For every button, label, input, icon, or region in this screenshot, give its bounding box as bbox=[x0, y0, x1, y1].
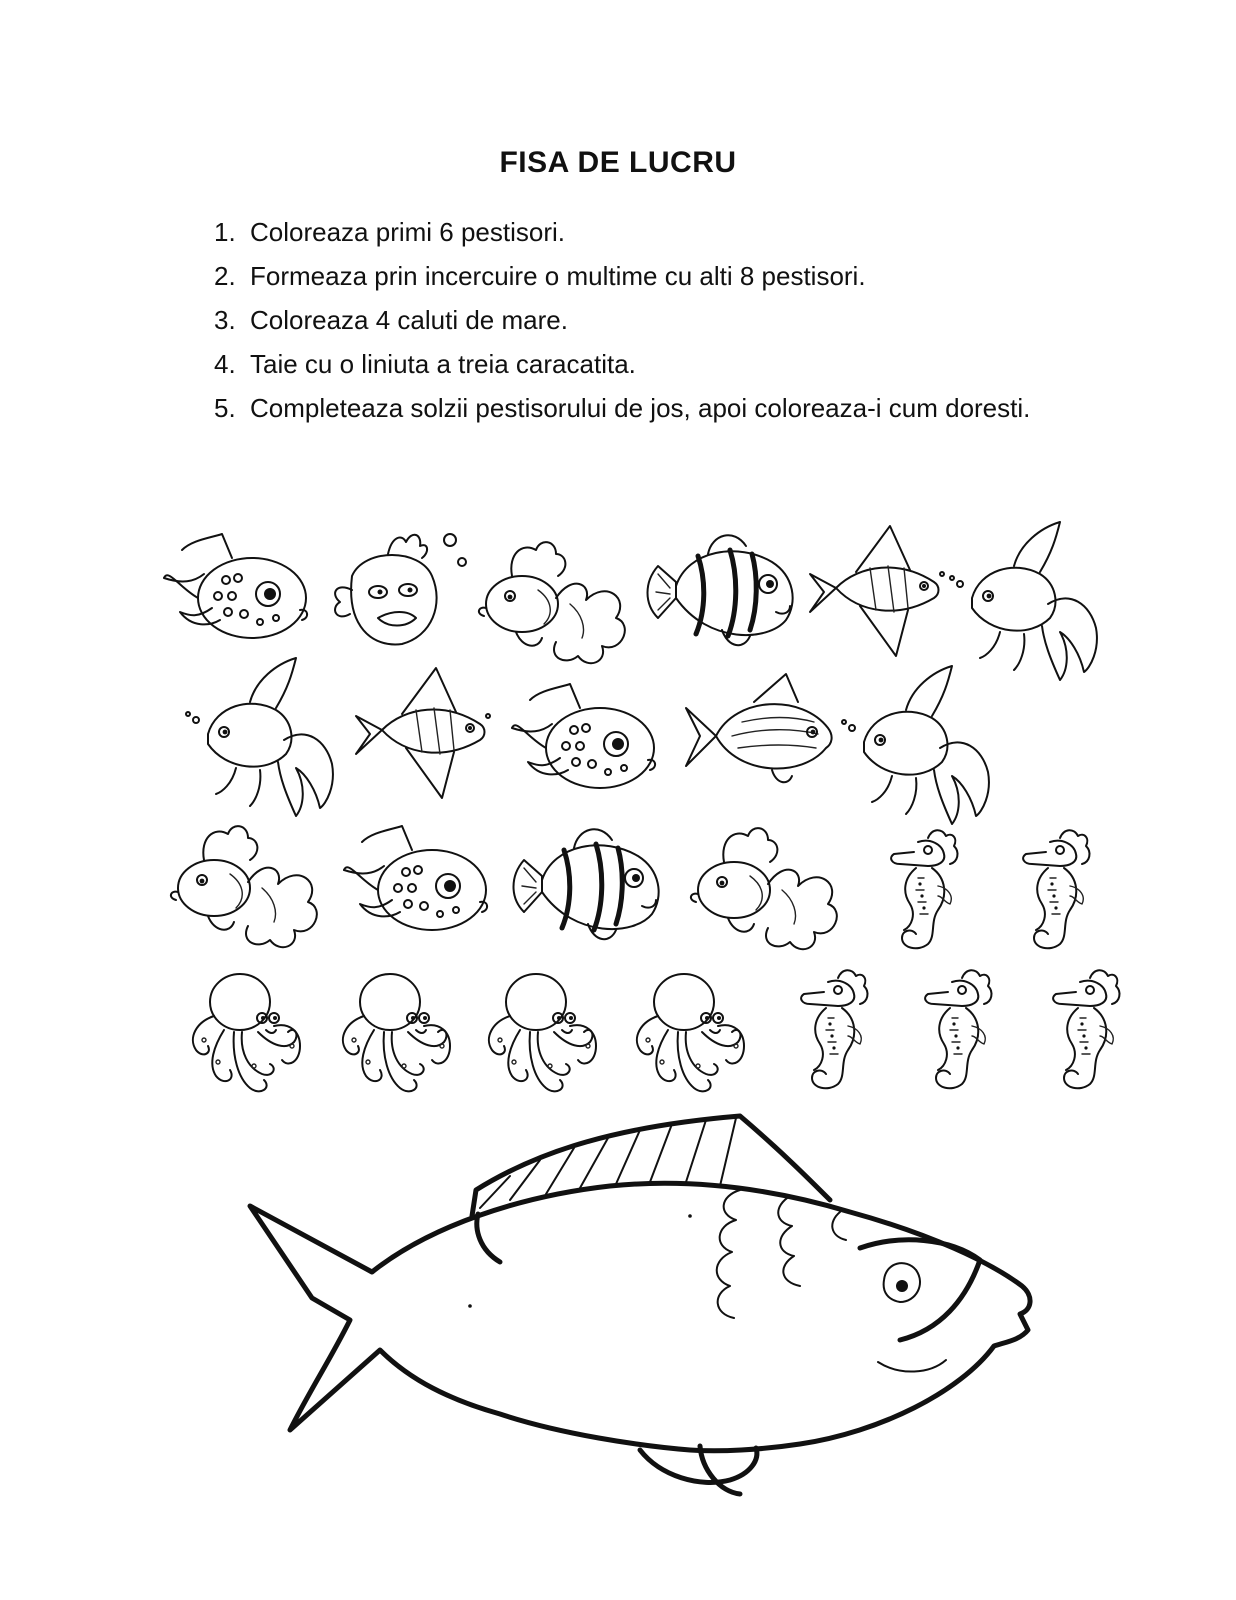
big-fish-outline-icon bbox=[250, 1116, 1030, 1494]
frilly-fish-icon bbox=[691, 828, 837, 949]
octopus-icon bbox=[193, 974, 300, 1091]
instruction-number: 3. bbox=[214, 305, 236, 335]
seahorse-icon bbox=[891, 830, 957, 948]
frilly-fish-icon bbox=[171, 826, 317, 947]
octopus-icon bbox=[489, 974, 596, 1091]
page-title: FISA DE LUCRU bbox=[499, 146, 737, 179]
instruction-number: 5. bbox=[214, 393, 236, 423]
seahorse-icon bbox=[1053, 970, 1119, 1088]
spotted-fish-icon bbox=[344, 826, 487, 930]
goldfish-icon bbox=[186, 658, 333, 816]
spotted-fish-icon bbox=[512, 684, 655, 788]
goldfish-icon bbox=[842, 666, 989, 824]
spotted-fish-icon bbox=[164, 534, 307, 638]
instruction-number: 4. bbox=[214, 349, 236, 379]
instruction-text: Coloreaza primi 6 pestisori. bbox=[250, 217, 566, 247]
instruction-text: Completeaza solzii pestisorului de jos, apoi coloreaza-i cum doresti. bbox=[250, 393, 1031, 423]
instruction-text: Formeaza prin incercuire o multime cu alti 8 pestisori. bbox=[250, 261, 866, 291]
angelfish-icon bbox=[356, 668, 490, 798]
striped-fish-icon bbox=[686, 674, 832, 782]
instruction-number: 1. bbox=[214, 217, 236, 247]
seahorse-icon bbox=[925, 970, 991, 1088]
frilly-fish-icon bbox=[479, 542, 625, 663]
seahorse-icon bbox=[1023, 830, 1089, 948]
octopus-icon bbox=[637, 974, 744, 1091]
cartoon-fish-icon bbox=[335, 534, 466, 644]
goldfish-icon bbox=[950, 522, 1097, 680]
seahorse-icon bbox=[801, 970, 867, 1088]
instruction-number: 2. bbox=[214, 261, 236, 291]
octopus-icon bbox=[343, 974, 450, 1091]
clownfish-icon bbox=[514, 829, 659, 939]
clownfish-icon bbox=[648, 535, 793, 645]
angelfish-icon bbox=[810, 526, 944, 656]
instruction-text: Coloreaza 4 caluti de mare. bbox=[250, 305, 568, 335]
instruction-text: Taie cu o liniuta a treia caracatita. bbox=[250, 349, 636, 379]
